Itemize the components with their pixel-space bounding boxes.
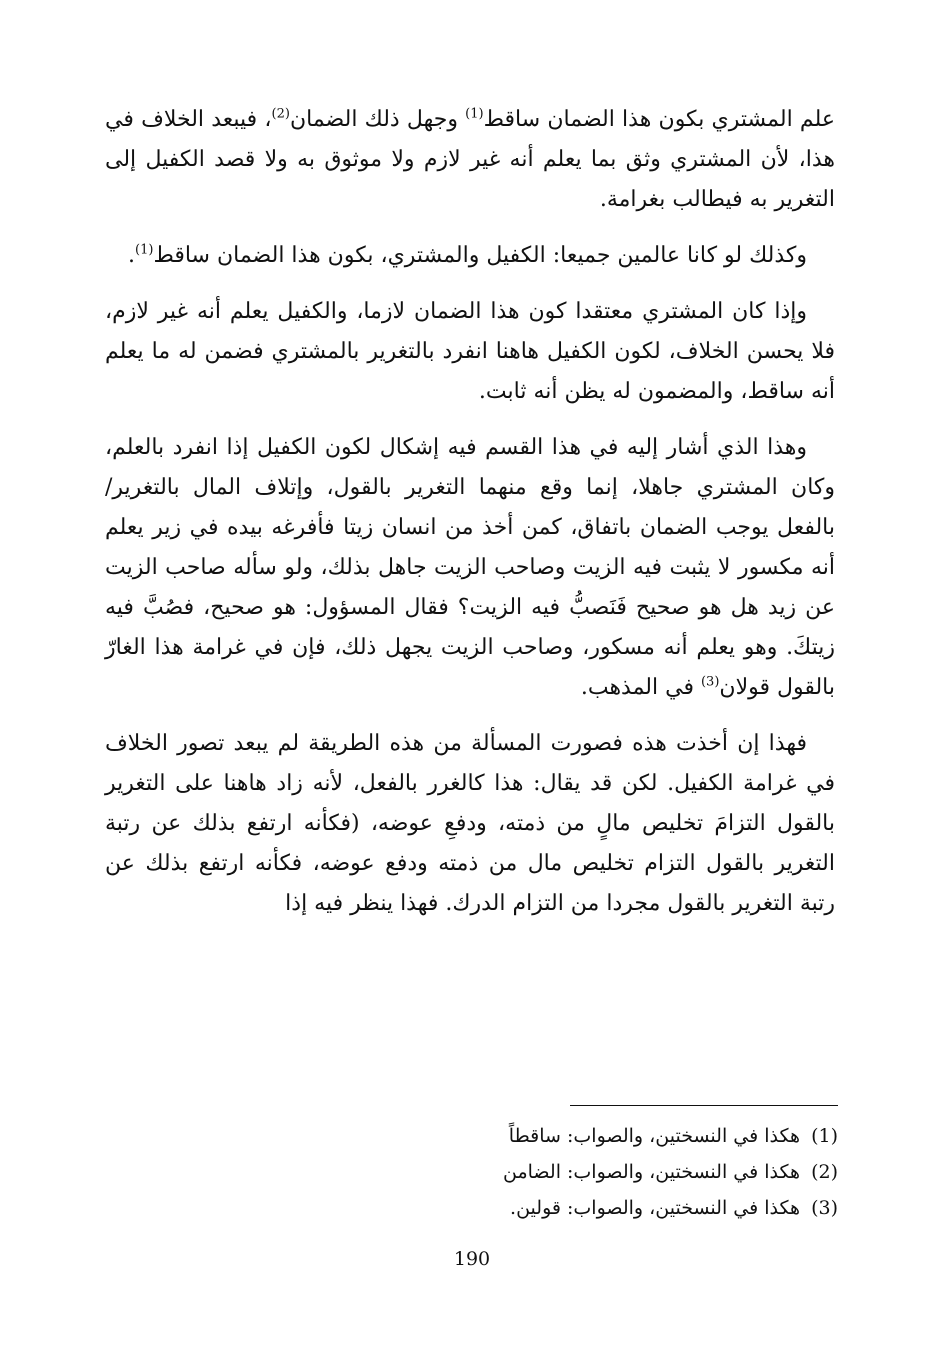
footnote-reference: (2) — [271, 106, 290, 122]
footnote-text: هكذا في النسختين، والصواب: الضامن — [503, 1161, 800, 1183]
footnote-number: (2) — [811, 1161, 838, 1183]
paragraph — [105, 428, 835, 708]
paragraph — [105, 292, 835, 412]
page-number: 190 — [453, 1248, 491, 1270]
footnote-separator — [570, 1105, 838, 1106]
paragraph — [105, 724, 835, 924]
footnote-reference: (1) — [135, 242, 154, 258]
text-segment: علم المشتري بكون هذا الضمان ساقط — [483, 107, 835, 132]
footnotes — [300, 1118, 838, 1226]
paragraph — [105, 100, 835, 220]
text-segment: وكذلك لو كانا عالمين جميعا: الكفيل والمشتري، بكون هذا الضمان ساقط — [153, 243, 807, 268]
footnote-item — [300, 1118, 838, 1154]
footnote-text: هكذا في النسختين، والصواب: قولين. — [510, 1197, 800, 1219]
text-segment: ، فيبعد الخلاف في هذا، لأن المشتري وثق بما يعلم أنه غير لازم ولا موثوق به ولا قصد الكفيل إلى التغرير به فيطالب بغرامة. — [105, 107, 835, 212]
text-segment: . — [128, 243, 135, 268]
footnote-reference: (3) — [700, 674, 720, 690]
footnote-number: (1) — [811, 1125, 838, 1147]
footnote-number: (3) — [811, 1197, 838, 1219]
text-segment: فهذا إن أخذت هذه فصورت المسألة من هذه الطريقة لم يبعد تصور الخلاف في غرامة الكفيل. لكن قد يقال: هذا كالغرر بالفعل، لأنه زاد هاهنا على التغرير بالقول التزامَ تخليص مالٍ من ذمته، ودفعِ عوضه، (فكأنه ارتفع بذلك عن رتبة التغرير بالقول التزام تخليص مال من ذمته ودفع عوضه، فكأنه ارتفع بذلك عن رتبة التغرير بالقول مجردا من التزام الدرك. فهذا ينظر فيه إذا — [105, 731, 835, 916]
main-text — [105, 100, 835, 940]
footnote-text: هكذا في النسختين، والصواب: ساقطاً — [508, 1125, 800, 1147]
footnote-item — [300, 1190, 838, 1226]
text-segment: وهذا الذي أشار إليه في هذا القسم فيه إشكال لكون الكفيل إذا انفرد بالعلم، وكان المشتري جاهلا، إنما وقع منهما التغرير بالقول، وإتلاف المال بالتغرير/ بالفعل يوجب الضمان باتفاق، كمن أخذ من انسان زيتا فأفرغه بيده في زير يعلم أنه مكسور لا يثبت فيه الزيت وصاحب الزيت جاهل بذلك، ولو سأله صاحب الزيت عن زيد هل هو صحيح فَنَصبُّ فيه الزيت؟ فقال المسؤول: هو صحيح، فصُبَّ فيه زيتكَ. وهو يعلم أنه مسكور، وصاحب الزيت يجهل ذلك، فإن في غرامة هذا الغارّ بالقول قولان — [105, 435, 835, 700]
footnote-item — [300, 1154, 838, 1190]
text-segment: وإذا كان المشتري معتقدا كون هذا الضمان لازما، والكفيل يعلم أنه غير لازم، فلا يحسن الخلاف، لكون الكفيل هاهنا انفرد بالتغرير بالمشتري فضمن له ما يعلم أنه ساقط، والمضمون له يظن أنه ثابت. — [105, 299, 835, 404]
text-segment: في المذهب. — [580, 675, 701, 700]
footnote-reference: (1) — [465, 106, 484, 122]
text-segment: وجهل ذلك الضمان — [289, 107, 466, 132]
paragraph — [105, 236, 835, 276]
